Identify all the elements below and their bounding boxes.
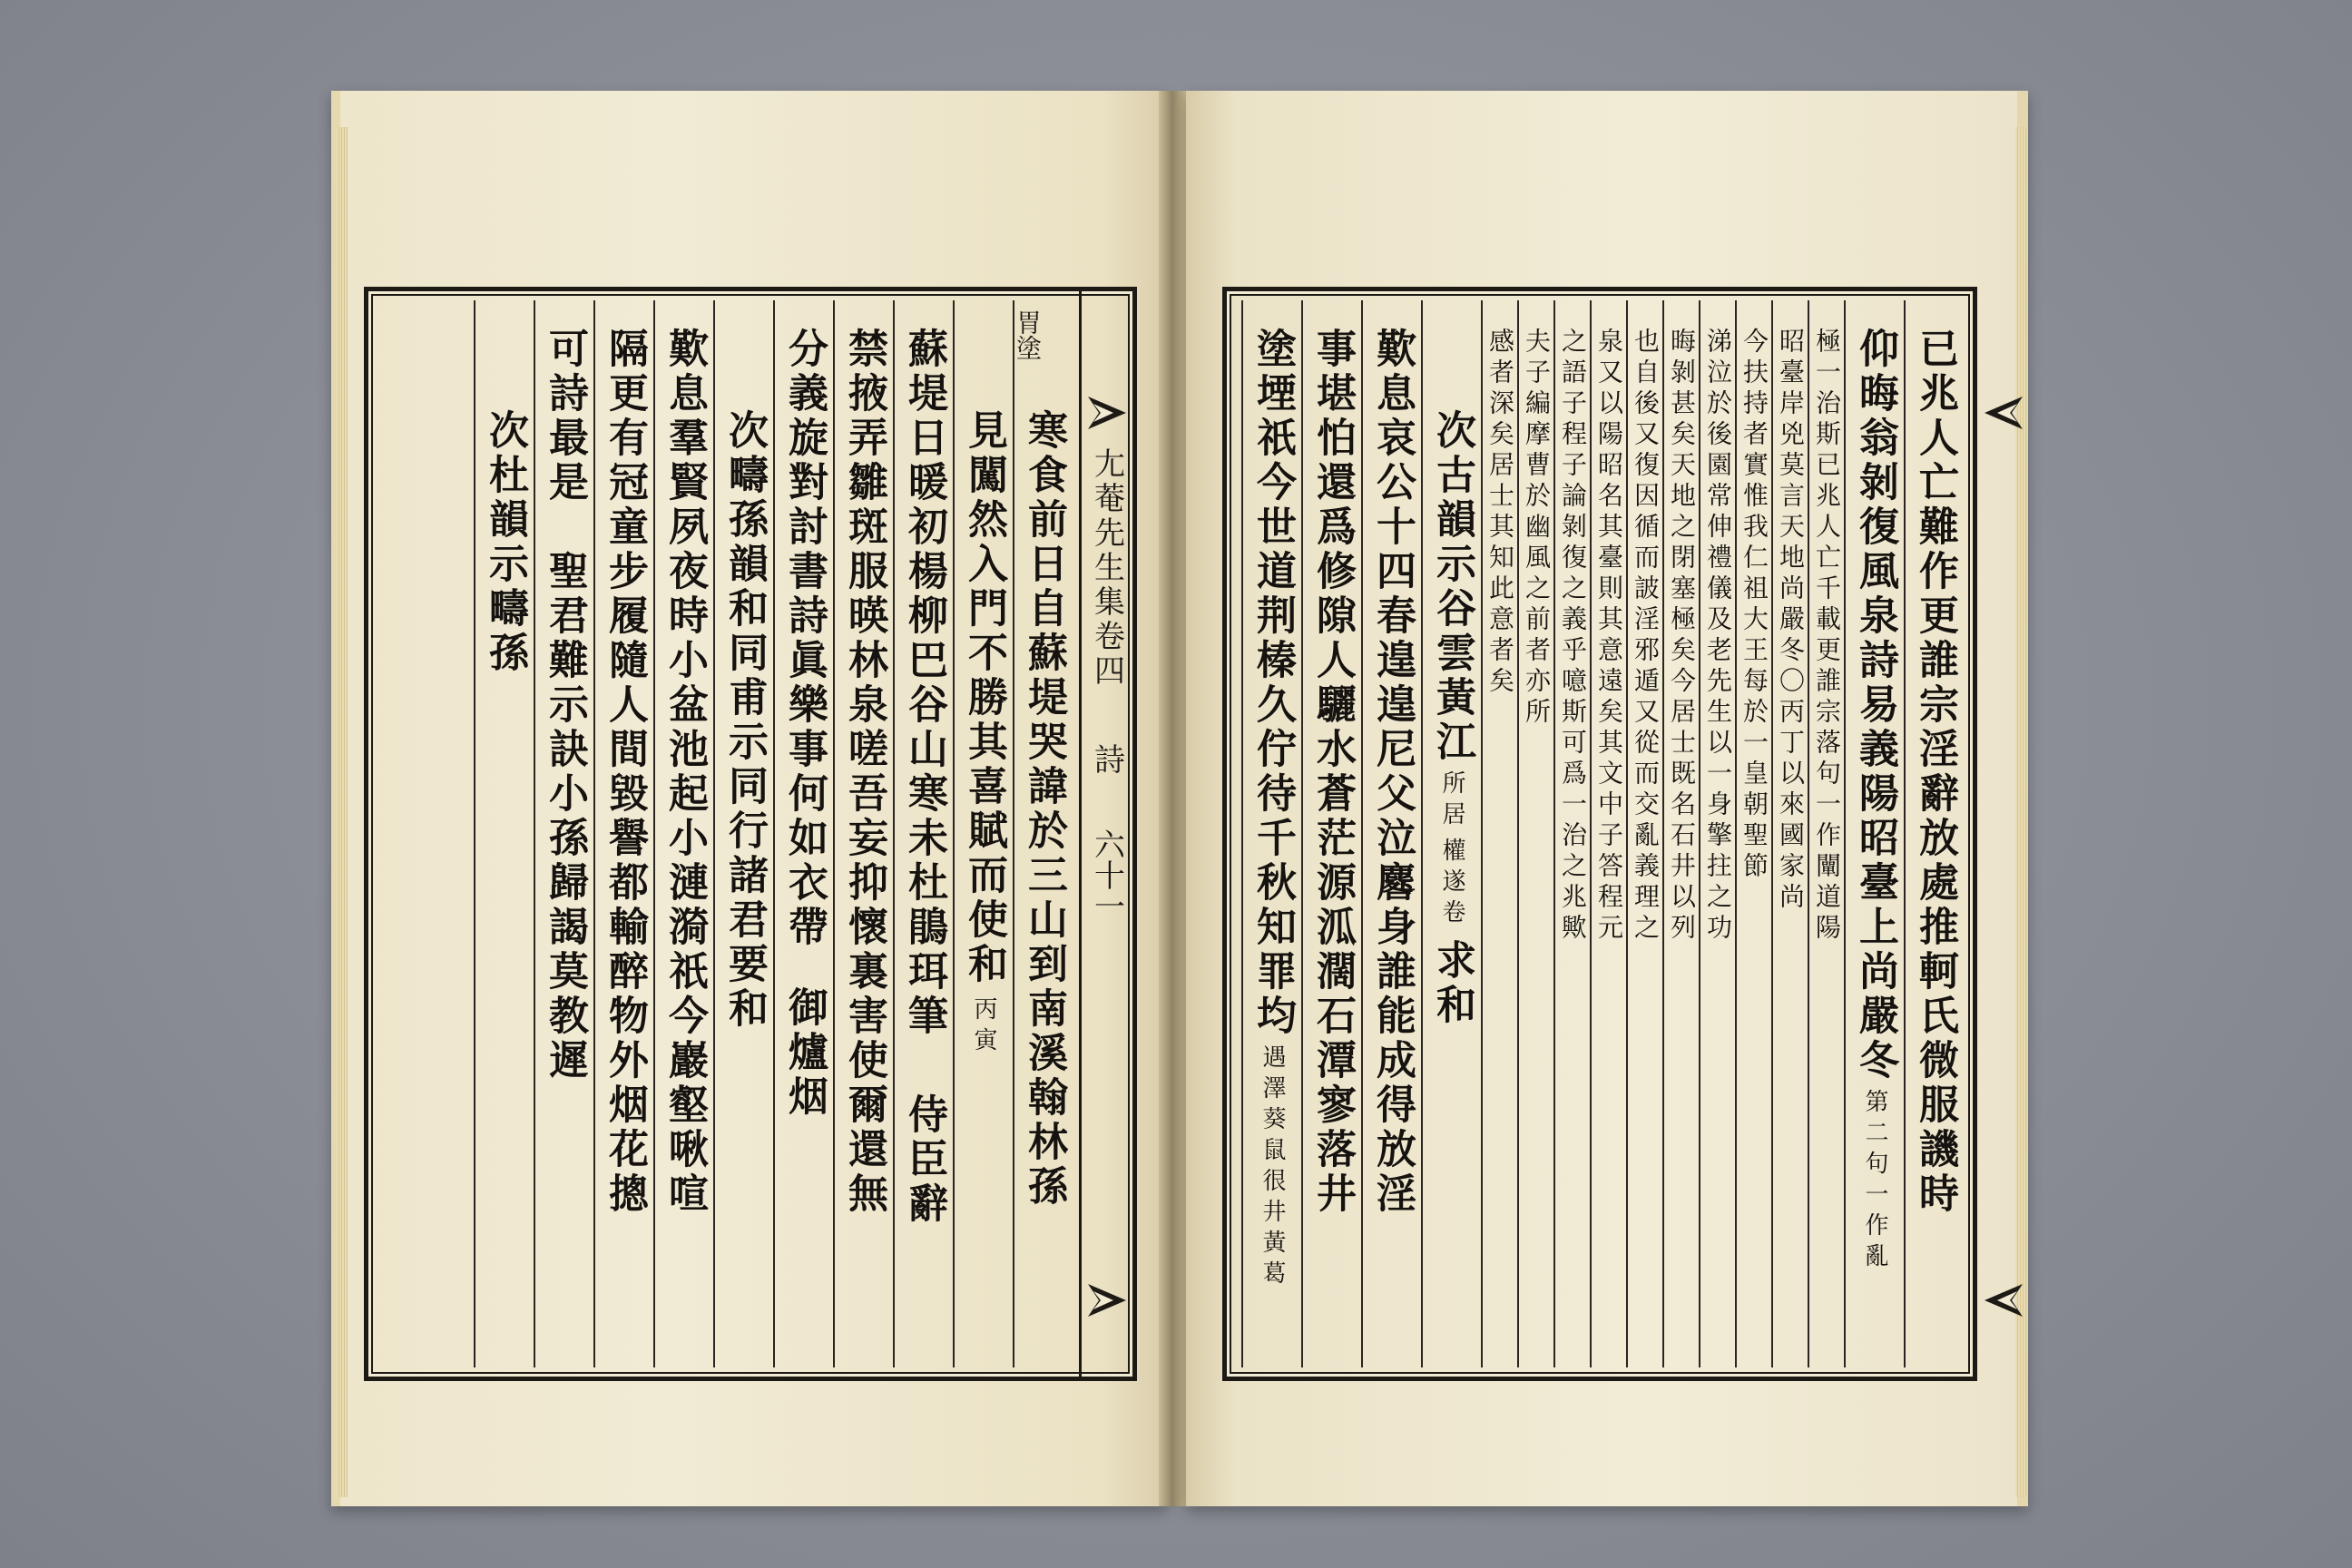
column-note: 侍臣辭 [901, 1093, 947, 1227]
right-page [1186, 91, 2028, 1506]
text-column: 隔更有冠童步履隨人間毀譽都輸醉物外烟花摠 [593, 300, 653, 1367]
page-number: 六十一 [1088, 828, 1125, 921]
annotation-column: 昭臺岸兇莫言天地尚嚴冬〇丙丁以來國家尚 [1771, 300, 1808, 1367]
text-column [1844, 300, 1904, 1367]
fish-tail-mark-icon [1983, 391, 2024, 435]
text-column [953, 300, 1013, 1367]
poem-title: 次古韻示谷雲黃江 [1429, 409, 1475, 765]
text-column: 事堪怕還爲修隙人驪水蒼茫源泒濶石潭寥落井 [1301, 300, 1361, 1367]
text-column: 歎息羣賢夙夜時小盆池起小漣漪祇今巖壑啾喧 [653, 300, 713, 1367]
left-page [331, 91, 1168, 1506]
text-column: 可詩最是 聖君難示訣小孫歸謁莫教遲 [534, 300, 593, 1367]
book-gutter [1159, 91, 1186, 1506]
annotation-column: 晦剝甚矣天地之閉塞極矣今居士既名石井以列 [1662, 300, 1699, 1367]
text-column [1421, 300, 1481, 1367]
column-text: 分義旋對討書詩眞樂事何如衣帶 [781, 328, 828, 950]
fish-tail-mark-icon [1086, 391, 1128, 435]
annotation-column: 也自後又復因循而詖淫邪遁又從而交亂義理之 [1626, 300, 1662, 1367]
text-column [1241, 300, 1301, 1367]
annotation-column: 極一治斯已兆人亡千載更誰宗落句一作闡道陽 [1808, 300, 1844, 1367]
column-note: 第二句一作亂 [1861, 1089, 1888, 1274]
right-page-frame [1222, 287, 1977, 1381]
column-note: 鼠 [1259, 1137, 1286, 1168]
open-book [322, 74, 2028, 1526]
text-column: 次疇孫韻和同甫示同行諸君要和 [713, 300, 773, 1367]
column-text: 蘇堤日暖初楊柳巴谷山寒未杜鵑珥筆 [901, 328, 947, 1039]
annotation-column: 夫子編摩曹於幽風之前者亦所 [1517, 300, 1553, 1367]
annotation-column: 今扶持者實惟我仁祖大王每於一皇朝聖節 [1735, 300, 1771, 1367]
column-text: 仰晦翁剝復風泉詩易義陽昭臺上尚嚴冬 [1852, 328, 1898, 1083]
fish-tail-mark-icon [1086, 1279, 1128, 1322]
column-note: 很井黃葛 [1259, 1168, 1286, 1291]
text-column: 寒食前日自蘇堤哭諱於三山到南溪翰林孫 [1013, 300, 1073, 1367]
book-title: 尢菴先生集卷四 [1088, 447, 1125, 689]
column-text: 塗堙祇今世道荆榛久佇待千秋知罪均 [1250, 328, 1296, 1039]
text-column: 已兆人亡難作更誰宗淫辭放處推軻氏微服譏時 [1904, 300, 1964, 1367]
text-column [893, 300, 953, 1367]
text-column: 歎息哀公十四春遑遑尼父泣麔身誰能成得放淫 [1361, 300, 1421, 1367]
left-columns [377, 300, 1073, 1367]
column-note: 遇澤葵 [1259, 1044, 1286, 1137]
text-column: 禁掖弄雛斑服暎林泉嗟吾妄抑懷裏害使爾還無 [833, 300, 893, 1367]
column-note: 所居 [1438, 770, 1465, 832]
column-note: 權遂卷 [1438, 838, 1465, 930]
right-center-column [1978, 291, 2029, 1377]
column-text: 求和 [1429, 939, 1475, 1028]
text-column: 次杜韻示疇孫 [474, 300, 534, 1367]
text-column [773, 300, 833, 1367]
section-label: 詩 [1088, 743, 1125, 774]
left-page-frame [364, 287, 1137, 1381]
right-columns [1236, 300, 1964, 1367]
annotation-column: 涕泣於後園常伸禮儀及老先生以一身擎拄之功 [1699, 300, 1735, 1367]
annotation-column: 感者深矣居士其知此意者矣 [1481, 300, 1517, 1367]
left-page-edges [337, 127, 348, 1497]
center-column [1079, 291, 1132, 1377]
column-note: 御爐烟 [781, 986, 828, 1120]
column-note: 丙寅 [970, 996, 997, 1058]
fish-tail-mark-icon [1983, 1279, 2024, 1322]
annotation-column: 泉又以陽昭名其臺則其意遠矣其文中子答程元 [1590, 300, 1626, 1367]
header-note: 胃塗 [1013, 309, 1043, 360]
annotation-column: 之語子程子論剝復之義乎噫斯可爲一治之兆歟 [1553, 300, 1590, 1367]
column-text: 見闖然入門不勝其喜賦而使和 [961, 409, 1007, 987]
